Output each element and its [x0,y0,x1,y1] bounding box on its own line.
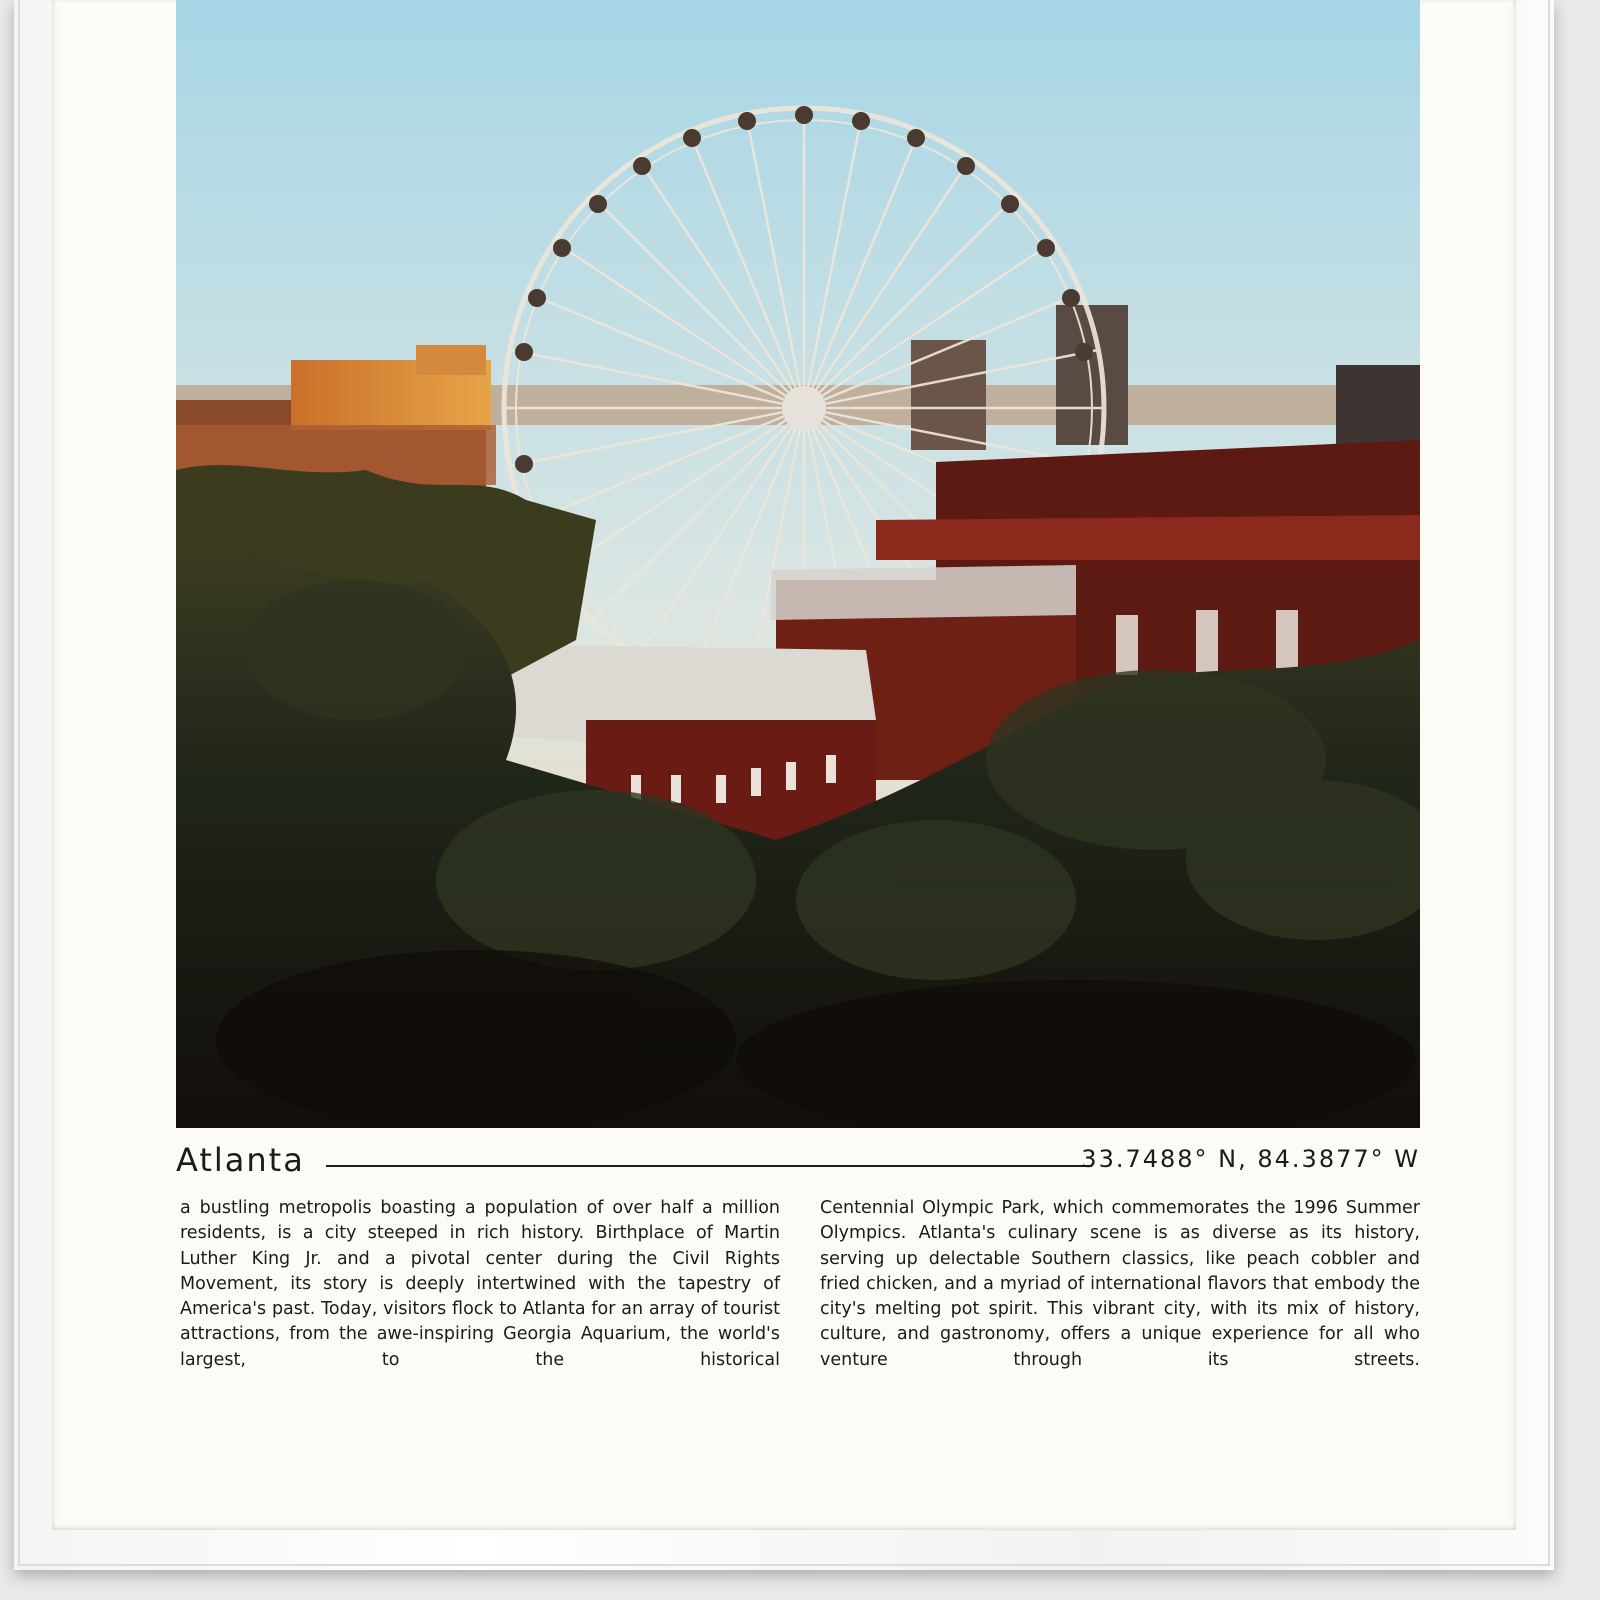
title-row [176,1141,1420,1187]
city-coordinates: 33.7488° N, 84.3877° W [1081,1145,1420,1173]
description-left-column: a bustling metropolis boasting a population of over half a million residents, is a city steeped in rich history. Birthplace of Martin Luther King Jr. and a pivotal center during the Civil Rights Movement, its story is deeply intertwined with the tapestry of America's past. Today, visitors flock to Atlanta for an array of tourist attractions, from the awe-inspiring Georgia Aquarium, the world's largest, to the historical [180,1198,780,1370]
title-divider-line [326,1165,1092,1167]
atlanta-skyview-photo [176,0,1420,1128]
picture-frame [14,0,1554,1570]
description-right-column: Centennial Olympic Park, which commemorates the 1996 Summer Olympics. Atlanta's culinary scene is as diverse as its history, serving up delectable Southern classics, like peach cobbler and fried chicken, and a myriad of international flavors that embody the city's melting pot spirit. This vibrant city, with its mix of history, culture, and gastronomy, offers a unique experience for all who venture through its streets. [820,1198,1420,1370]
city-name: Atlanta [176,1141,305,1179]
poster-paper [52,0,1516,1530]
